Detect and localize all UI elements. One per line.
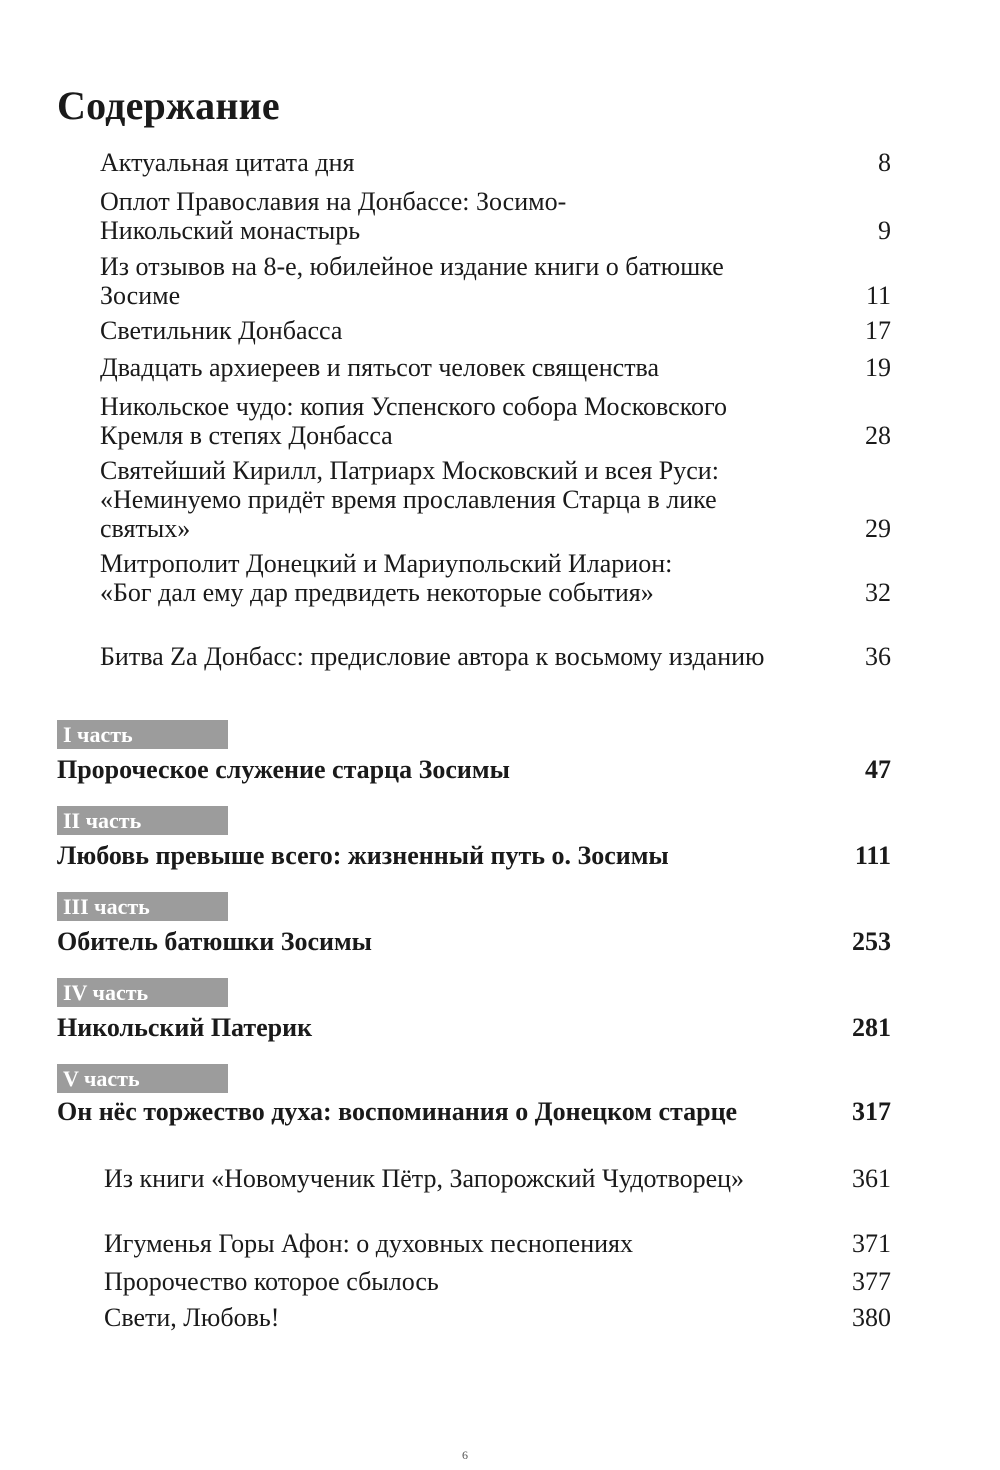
toc-entry-title: Никольское чудо: копия Успенского собора Московского Кремля в степях Донбасса: [100, 392, 728, 450]
part-title-entry[interactable]: [57, 755, 893, 785]
toc-entry-title: Пророчество которое сбылось: [104, 1267, 439, 1296]
toc-entry[interactable]: [100, 187, 893, 245]
toc-entry-title: Светильник Донбасса: [100, 316, 343, 345]
toc-entry[interactable]: [100, 316, 893, 345]
toc-entry-page: 29: [865, 514, 891, 543]
toc-entry[interactable]: [100, 456, 893, 543]
toc-entry-page: 380: [852, 1303, 891, 1332]
part-title: Пророческое служение старца Зосимы: [57, 755, 510, 784]
part-title: Он нёс торжество духа: воспоминания о Донецком старце: [57, 1097, 738, 1126]
toc-entry-title: Из книги «Новомученик Пётр, Запорожский Чудотворец»: [104, 1164, 745, 1193]
toc-entry-page: 8: [878, 148, 891, 177]
part-label: II часть: [57, 806, 228, 835]
toc-entry-title: Битва Zа Донбасс: предисловие автора к восьмому изданию: [100, 642, 765, 671]
toc-entry-page: 11: [865, 281, 891, 310]
part-label: V часть: [57, 1064, 228, 1093]
toc-subentry[interactable]: [104, 1229, 893, 1258]
part-title-entry[interactable]: [57, 927, 893, 957]
part-page: 47: [865, 755, 891, 784]
toc-entry[interactable]: [100, 353, 893, 382]
part-page: 111: [854, 841, 891, 870]
toc-entry-page: 377: [852, 1267, 891, 1296]
toc-entry[interactable]: [100, 148, 893, 177]
toc-entry-page: 361: [852, 1164, 891, 1193]
part-title: Любовь превыше всего: жизненный путь о. Зосимы: [57, 841, 669, 870]
toc-entry[interactable]: [100, 642, 893, 671]
toc-subentry[interactable]: [104, 1164, 893, 1193]
toc-subentry[interactable]: [104, 1303, 893, 1332]
part-label: IV часть: [57, 978, 228, 1007]
toc-entry-title: Оплот Православия на Донбассе: Зосимо-Никольский монастырь: [100, 187, 567, 245]
part-title-entry[interactable]: [57, 1097, 893, 1127]
part-label: I часть: [57, 720, 228, 749]
toc-entry-page: 36: [865, 642, 891, 671]
toc-entry-title: Актуальная цитата дня: [100, 148, 355, 177]
part-title-entry[interactable]: [57, 1013, 893, 1043]
page-number: 6: [462, 1448, 468, 1462]
toc-entry-page: 32: [865, 578, 891, 607]
toc-entry-page: 28: [865, 421, 891, 450]
toc-entry[interactable]: [100, 392, 893, 450]
toc-entry-title: Святейший Кирилл, Патриарх Московский и всея Руси: «Неминуемо придёт время прославления Старца в лике святых»: [100, 456, 719, 543]
toc-entry[interactable]: [100, 549, 893, 607]
toc-entry-title: Из отзывов на 8-е, юбилейное издание книги о батюшке Зосиме: [100, 252, 724, 310]
toc-entry-title: Игуменья Горы Афон: о духовных песнопениях: [104, 1229, 634, 1258]
toc-entry-page: 17: [865, 316, 891, 345]
toc-entry-title: Двадцать архиереев и пятьсот человек священства: [100, 353, 660, 382]
part-label: III часть: [57, 892, 228, 921]
toc-subentry[interactable]: [104, 1267, 893, 1296]
toc-entry[interactable]: [100, 252, 893, 310]
part-page: 317: [852, 1097, 891, 1126]
toc-entry-page: 9: [878, 216, 891, 245]
part-title: Никольский Патерик: [57, 1013, 313, 1042]
toc-entry-page: 371: [852, 1229, 891, 1258]
toc-entry-title: Митрополит Донецкий и Мариупольский Иларион: «Бог дал ему дар предвидеть некоторые события»: [100, 549, 673, 607]
toc-entry-title: Свети, Любовь!: [104, 1303, 280, 1332]
part-page: 253: [852, 927, 891, 956]
toc-entry-page: 19: [865, 353, 891, 382]
part-title: Обитель батюшки Зосимы: [57, 927, 372, 956]
part-page: 281: [852, 1013, 891, 1042]
part-title-entry[interactable]: [57, 841, 893, 871]
page-title: Содержание: [57, 83, 280, 128]
